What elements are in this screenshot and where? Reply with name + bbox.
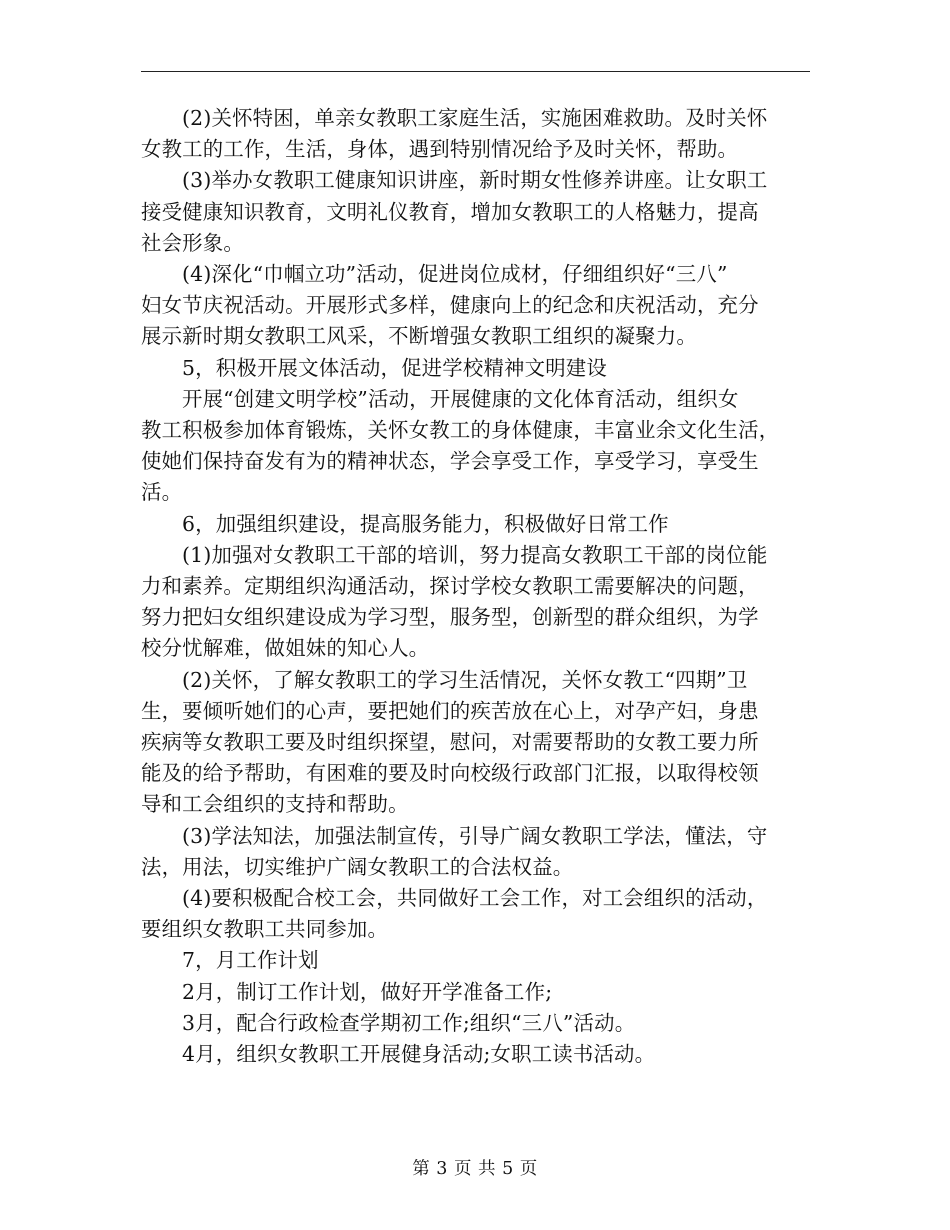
text-line: 能及的给予帮助，有困难的要及时向校级行政部门汇报，以取得校领 — [141, 761, 759, 786]
text-line: 妇女节庆祝活动。开展形式多样，健康向上的纪念和庆祝活动，充分 — [141, 293, 759, 318]
text-line: 要组织女教职工共同参加。 — [141, 917, 389, 942]
text-line: (3)举办女教职工健康知识讲座，新时期女性修养讲座。让女职工 — [182, 168, 768, 193]
text-line: 开展“创建文明学校”活动，开展健康的文化体育活动，组织女 — [182, 386, 739, 411]
text-line: 6，加强组织建设，提高服务能力，积极做好日常工作 — [182, 511, 669, 536]
text-line: (3)学法知法，加强法制宣传，引导广阔女教职工学法，懂法，守 — [182, 823, 768, 848]
text-line: 法，用法，切实维护广阔女教职工的合法权益。 — [141, 854, 574, 879]
header-rule — [141, 71, 810, 72]
text-line: 教工积极参加体育锻炼，关怀女教工的身体健康，丰富业余文化生活， — [141, 418, 780, 443]
text-line: 生，要倾听她们的心声，要把她们的疾苦放在心上，对孕产妇，身患 — [141, 698, 759, 723]
text-line: (2)关怀特困，单亲女教职工家庭生活，实施困难救助。及时关怀 — [182, 106, 768, 130]
text-line: 导和工会组织的支持和帮助。 — [141, 792, 409, 817]
text-line: (1)加强对女教职工干部的培训，努力提高女教职工干部的岗位能 — [182, 542, 768, 567]
text-line: 7，月工作计划 — [182, 948, 319, 973]
text-line: 努力把妇女组织建设成为学习型，服务型，创新型的群众组织，为学 — [141, 605, 759, 630]
text-line: 疾病等女教职工要及时组织探望，慰问，对需要帮助的女教工要力所 — [141, 730, 759, 755]
text-line: 4月，组织女教职工开展健身活动;女职工读书活动。 — [182, 1042, 656, 1067]
text-line: 使她们保持奋发有为的精神状态，学会享受工作，享受学习，享受生 — [141, 449, 759, 474]
text-line: (2)关怀，了解女教职工的学习生活情况，关怀女教工“四期”卫 — [182, 667, 748, 692]
text-line: (4)要积极配合校工会，共同做好工会工作，对工会组织的活动， — [182, 886, 768, 911]
text-line: 校分忧解难，做姐妹的知心人。 — [141, 636, 430, 661]
text-line: (4)深化“巾帼立功”活动，促进岗位成材，仔细组织好“三八” — [182, 262, 728, 287]
text-line: 接受健康知识教育，文明礼仪教育，增加女教职工的人格魅力，提高 — [141, 199, 759, 224]
text-line: 2月，制订工作计划，做好开学准备工作; — [182, 979, 553, 1004]
text-line: 社会形象。 — [141, 230, 244, 255]
text-line: 展示新时期女教职工风采，不断增强女教职工组织的凝聚力。 — [141, 324, 697, 349]
text-line: 女教工的工作，生活，身体，遇到特别情况给予及时关怀，帮助。 — [141, 137, 739, 162]
text-line: 力和素养。定期组织沟通活动，探讨学校女教职工需要解决的问题， — [141, 574, 759, 599]
text-line: 5，积极开展文体活动，促进学校精神文明建设 — [182, 355, 607, 380]
document-body — [141, 103, 811, 1070]
text-line: 活。 — [141, 480, 183, 505]
page-footer: 第 3 页 共 5 页 — [412, 1159, 538, 1179]
text-line: 3月，配合行政检查学期初工作;组织“三八”活动。 — [182, 1010, 636, 1035]
